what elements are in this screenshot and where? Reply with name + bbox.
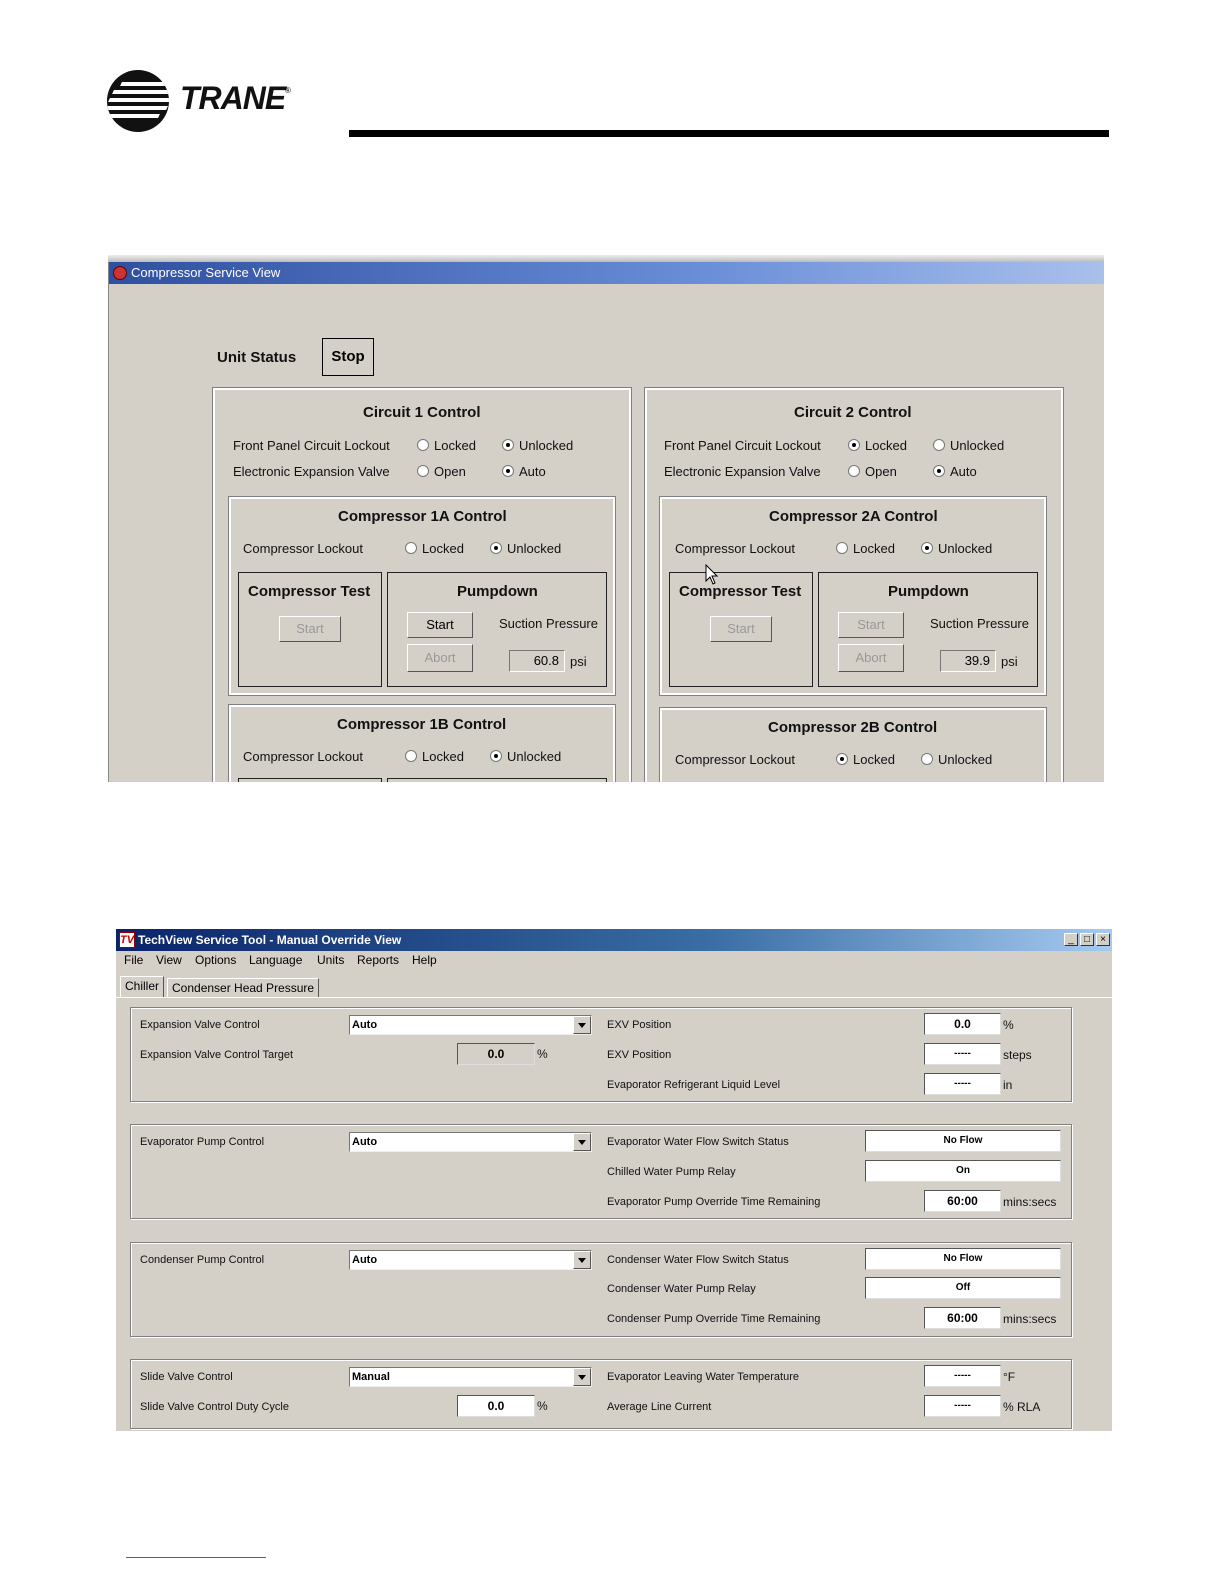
- cond-water-pump-relay-label: Condenser Water Pump Relay: [607, 1283, 756, 1295]
- compressor-1a-title: Compressor 1A Control: [338, 508, 507, 525]
- menu-options[interactable]: Options: [195, 953, 237, 967]
- evaporator-pump-control-select[interactable]: [349, 1132, 592, 1152]
- c2a-pumpdown-title: Pumpdown: [888, 583, 969, 600]
- window-title: Compressor Service View: [131, 265, 281, 280]
- menu-reports[interactable]: Reports: [357, 953, 400, 967]
- window-title-bar[interactable]: [116, 929, 1112, 951]
- compressor-2a-title: Compressor 2A Control: [769, 508, 938, 525]
- condenser-pump-control-value: Auto: [352, 1254, 378, 1266]
- c2a-pumpdown-start-button[interactable]: Start: [838, 612, 904, 638]
- circuit-1-title: Circuit 1 Control: [363, 404, 481, 421]
- c2a-suction-pressure-label: Suction Pressure: [930, 616, 1029, 631]
- brand-wordmark: TRANE: [180, 80, 286, 116]
- cond-pump-override-time-unit: mins:secs: [1003, 1312, 1057, 1326]
- c1a-lockout-label: Compressor Lockout: [243, 541, 363, 556]
- c1a-lockout-locked-radio[interactable]: [405, 542, 417, 554]
- c2b-lockout-locked-label: Locked: [853, 752, 895, 767]
- c2a-test-start-button[interactable]: Start: [710, 616, 772, 642]
- c1b-lockout-unlocked-label: Unlocked: [507, 749, 562, 764]
- c2b-lockout-locked-radio[interactable]: [836, 753, 848, 765]
- refrigerant-level-unit: in: [1003, 1078, 1013, 1092]
- menu-help[interactable]: Help: [412, 953, 437, 967]
- c1-front-panel-unlocked-radio[interactable]: [502, 439, 514, 451]
- c1a-pumpdown-start-button[interactable]: Start: [407, 612, 473, 638]
- slide-valve-control-value: Manual: [352, 1371, 390, 1383]
- condenser-pump-control-label: Condenser Pump Control: [140, 1254, 265, 1266]
- expansion-valve-target-field: 0.0: [457, 1043, 535, 1065]
- c1a-lockout-locked-label: Locked: [422, 541, 464, 556]
- chevron-down-icon[interactable]: [573, 1133, 591, 1151]
- c1-front-panel-unlocked-label: Unlocked: [519, 438, 574, 453]
- slide-valve-duty-cycle-label: Slide Valve Control Duty Cycle: [140, 1401, 289, 1413]
- compressor-service-window: [108, 262, 1104, 782]
- compressor-1b-title: Compressor 1B Control: [337, 716, 507, 733]
- evap-flow-switch-label: Evaporator Water Flow Switch Status: [607, 1136, 789, 1148]
- tab-condenser-head-pressure[interactable]: Condenser Head Pressure: [167, 978, 319, 997]
- c1b-pumpdown-box: [387, 778, 607, 782]
- c2a-suction-pressure-unit: psi: [1001, 654, 1018, 669]
- expansion-valve-control-value: Auto: [352, 1019, 378, 1031]
- c1a-suction-pressure-label: Suction Pressure: [499, 616, 598, 631]
- cond-water-pump-relay-field: Off: [865, 1277, 1061, 1299]
- c2b-lockout-unlocked-label: Unlocked: [938, 752, 993, 767]
- compressor-2b-title: Compressor 2B Control: [768, 719, 938, 736]
- exv-steps-unit: steps: [1003, 1048, 1032, 1062]
- window-top-edge: [108, 255, 1104, 262]
- unit-status-label: Unit Status: [217, 349, 297, 366]
- chilled-water-pump-relay-label: Chilled Water Pump Relay: [607, 1166, 736, 1178]
- window-title: TechView Service Tool - Manual Override View: [138, 933, 402, 947]
- tab-strip-line: [116, 997, 1112, 998]
- tab-chiller[interactable]: Chiller: [120, 976, 164, 997]
- cond-flow-switch-label: Condenser Water Flow Switch Status: [607, 1254, 789, 1266]
- c2a-lockout-locked-radio[interactable]: [836, 542, 848, 554]
- circuit-2-title: Circuit 2 Control: [794, 404, 912, 421]
- c2-front-panel-unlocked-label: Unlocked: [950, 438, 1005, 453]
- cond-pump-override-time-field: 60:00: [924, 1307, 1001, 1329]
- c1a-lockout-unlocked-label: Unlocked: [507, 541, 562, 556]
- menu-file[interactable]: File: [124, 953, 144, 967]
- c2a-compressor-test-title: Compressor Test: [679, 583, 802, 600]
- c1b-compressor-test-box: [238, 778, 382, 782]
- slide-valve-control-select[interactable]: [349, 1367, 592, 1387]
- chevron-down-icon[interactable]: [573, 1016, 591, 1034]
- exv-steps-field: -----: [924, 1043, 1001, 1065]
- c1-front-panel-locked-label: Locked: [434, 438, 476, 453]
- slide-valve-duty-cycle-input[interactable]: 0.0: [457, 1395, 535, 1417]
- evaporator-pump-control-value: Auto: [352, 1136, 378, 1148]
- evap-pump-override-time-label: Evaporator Pump Override Time Remaining: [607, 1196, 821, 1208]
- evap-pump-override-time-unit: mins:secs: [1003, 1195, 1057, 1209]
- expansion-valve-control-select[interactable]: [349, 1015, 592, 1035]
- c1a-pumpdown-title: Pumpdown: [457, 583, 538, 600]
- exv-position-field: 0.0: [924, 1013, 1001, 1035]
- menu-units[interactable]: Units: [317, 953, 345, 967]
- refrigerant-level-label: Evaporator Refrigerant Liquid Level: [607, 1079, 781, 1091]
- c1-eev-auto-label: Auto: [519, 464, 546, 479]
- evap-flow-switch-field: No Flow: [865, 1130, 1061, 1152]
- c1a-compressor-test-title: Compressor Test: [248, 583, 371, 600]
- close-icon[interactable]: ×: [1096, 933, 1110, 946]
- chevron-down-icon[interactable]: [573, 1368, 591, 1386]
- c2-front-panel-unlocked-radio[interactable]: [933, 439, 945, 451]
- c1a-test-start-button[interactable]: Start: [279, 616, 341, 642]
- unit-status-stop-button[interactable]: Stop: [322, 338, 374, 376]
- c1b-lockout-label: Compressor Lockout: [243, 749, 363, 764]
- cond-pump-override-time-label: Condenser Pump Override Time Remaining: [607, 1313, 821, 1325]
- chevron-down-icon[interactable]: [573, 1251, 591, 1269]
- slide-valve-control-label: Slide Valve Control: [140, 1371, 233, 1383]
- cond-flow-switch-field: No Flow: [865, 1248, 1061, 1270]
- c2b-lockout-label: Compressor Lockout: [675, 752, 795, 767]
- c1-eev-auto-radio[interactable]: [502, 465, 514, 477]
- c1a-suction-pressure-unit: psi: [570, 654, 587, 669]
- c1-front-panel-label: Front Panel Circuit Lockout: [233, 438, 390, 453]
- c2-eev-open-label: Open: [865, 464, 897, 479]
- c1a-lockout-unlocked-radio[interactable]: [490, 542, 502, 554]
- exv-position-label: EXV Position: [607, 1019, 672, 1031]
- window-title-bar[interactable]: [109, 262, 1104, 284]
- registered-mark: ®: [285, 86, 291, 95]
- evap-leaving-water-temp-label: Evaporator Leaving Water Temperature: [607, 1371, 799, 1383]
- trane-logo-icon: [107, 70, 169, 132]
- evap-leaving-water-temp-unit: °F: [1003, 1370, 1016, 1384]
- c1a-pumpdown-abort-button[interactable]: Abort: [407, 644, 473, 672]
- c2-eev-label: Electronic Expansion Valve: [664, 464, 821, 479]
- c2-eev-auto-radio[interactable]: [933, 465, 945, 477]
- c1b-lockout-locked-radio[interactable]: [405, 750, 417, 762]
- expansion-valve-target-label: Expansion Valve Control Target: [140, 1049, 294, 1061]
- techview-app-icon: TV: [120, 934, 135, 946]
- maximize-icon[interactable]: □: [1080, 933, 1094, 946]
- app-icon: [113, 266, 127, 280]
- c2-front-panel-locked-label: Locked: [865, 438, 907, 453]
- c2-front-panel-label: Front Panel Circuit Lockout: [664, 438, 821, 453]
- c1-eev-open-label: Open: [434, 464, 466, 479]
- average-line-current-unit: % RLA: [1003, 1400, 1041, 1414]
- c1-eev-open-radio[interactable]: [417, 465, 429, 477]
- exv-position-unit: %: [1003, 1018, 1014, 1032]
- average-line-current-label: Average Line Current: [607, 1401, 712, 1413]
- footer-link-rule: [126, 1557, 266, 1558]
- evap-leaving-water-temp-field: -----: [924, 1365, 1001, 1387]
- menu-view[interactable]: View: [156, 953, 182, 967]
- average-line-current-field: -----: [924, 1395, 1001, 1417]
- evaporator-pump-control-label: Evaporator Pump Control: [140, 1136, 265, 1148]
- c2a-pumpdown-abort-button[interactable]: Abort: [838, 644, 904, 672]
- c2a-lockout-label: Compressor Lockout: [675, 541, 795, 556]
- exv-steps-label: EXV Position: [607, 1049, 672, 1061]
- expansion-valve-target-unit: %: [537, 1047, 548, 1061]
- refrigerant-level-field: -----: [924, 1073, 1001, 1095]
- c2b-lockout-unlocked-radio[interactable]: [921, 753, 933, 765]
- c1b-lockout-unlocked-radio[interactable]: [490, 750, 502, 762]
- condenser-pump-control-select[interactable]: [349, 1250, 592, 1270]
- minimize-icon[interactable]: _: [1064, 933, 1078, 946]
- c2-eev-auto-label: Auto: [950, 464, 977, 479]
- c2a-lockout-unlocked-radio[interactable]: [921, 542, 933, 554]
- c1-front-panel-locked-radio[interactable]: [417, 439, 429, 451]
- c1b-lockout-locked-label: Locked: [422, 749, 464, 764]
- c2a-lockout-locked-label: Locked: [853, 541, 895, 556]
- manual-override-window: [116, 929, 1112, 1431]
- c2a-suction-pressure-value: 39.9: [940, 650, 996, 672]
- menu-language[interactable]: Language: [249, 953, 303, 967]
- c2a-lockout-unlocked-label: Unlocked: [938, 541, 993, 556]
- slide-valve-duty-cycle-unit: %: [537, 1399, 548, 1413]
- c1-eev-label: Electronic Expansion Valve: [233, 464, 390, 479]
- chilled-water-pump-relay-field: On: [865, 1160, 1061, 1182]
- expansion-valve-control-label: Expansion Valve Control: [140, 1019, 260, 1031]
- c2-front-panel-locked-radio[interactable]: [848, 439, 860, 451]
- header-rule: [349, 130, 1109, 137]
- mouse-cursor-icon: [705, 564, 719, 586]
- c1a-suction-pressure-value: 60.8: [509, 650, 565, 672]
- evap-pump-override-time-field: 60:00: [924, 1190, 1001, 1212]
- c2-eev-open-radio[interactable]: [848, 465, 860, 477]
